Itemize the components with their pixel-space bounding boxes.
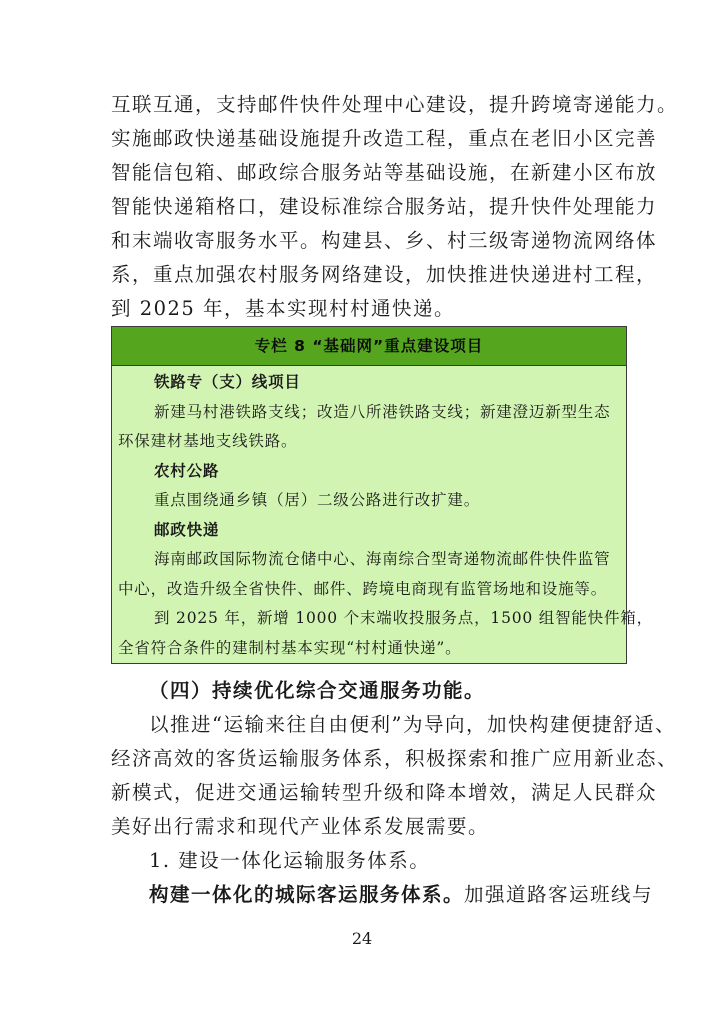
text-line: 智能快递箱格口，建设标准综合服务站，提升快件处理能力	[111, 195, 658, 218]
text-line: 系，重点加强农村服务网络建设，加快推进快递进村工程，	[111, 263, 658, 286]
section-heading: （四）持续优化综合交通服务功能。	[149, 679, 486, 702]
feature-box-body	[112, 368, 653, 663]
rail-line: 新建马村港铁路支线；改造八所港铁路支线；新建澄迈新型生态	[154, 402, 611, 421]
bold-lead-text: 构建一体化的城际客运服务体系。	[149, 883, 465, 906]
subsection-heading: 1. 建设一体化运输服务体系。	[149, 849, 431, 872]
postal-line: 中心，改造升级全省快件、邮件、跨境电商现有监管场地和设施等。	[118, 579, 608, 598]
postal-line: 海南邮政国际物流仓储中心、海南综合型寄递物流邮件快件监管	[154, 550, 611, 568]
text-line: 经济高效的客货运输服务体系，积极探索和推广应用新业态、	[111, 747, 679, 770]
section-body	[111, 674, 679, 912]
regular-text: 加强道路客运班线与	[464, 883, 654, 906]
text-line: 和末端收寄服务水平。构建县、乡、村三级寄递物流网络体	[111, 229, 658, 252]
text-line: 新模式，促进交通运输转型升级和降本增效，满足人民群众	[111, 781, 658, 804]
postal-heading: 邮政快递	[154, 520, 220, 539]
road-line: 重点围绕通乡镇（居）二级公路进行改扩建。	[154, 491, 481, 509]
text-line	[111, 878, 654, 912]
text-line: 以推进“运输来往自由便利”为导向，加快构建便捷舒适、	[149, 713, 676, 736]
road-heading: 农村公路	[154, 461, 220, 480]
rail-line: 环保建材基地支线铁路。	[118, 432, 298, 450]
intro-paragraph	[111, 88, 679, 326]
feature-box	[111, 326, 653, 664]
rail-heading: 铁路专（支）线项目	[154, 373, 301, 391]
postal-line: 全省符合条件的建制村基本实现“村村通快递”。	[118, 638, 462, 657]
text-line: 美好出行需求和现代产业体系发展需要。	[111, 815, 490, 838]
text-line: 互联互通，支持邮件快件处理中心建设，提升跨境寄递能力。	[111, 93, 679, 116]
feature-box-title: 专栏 8 “基础网”重点建设项目	[112, 327, 626, 366]
text-line: 实施邮政快递基础设施提升改造工程，重点在老旧小区完善	[111, 127, 658, 150]
postal-line: 到 2025 年，新增 1000 个末端收投服务点，1500 组智能快件箱，	[154, 609, 653, 627]
text-line: 到 2025 年，基本实现村村通快递。	[111, 297, 456, 320]
page-number: 24	[351, 929, 373, 948]
text-line: 智能信包箱、邮政综合服务站等基础设施，在新建小区布放	[111, 161, 658, 184]
